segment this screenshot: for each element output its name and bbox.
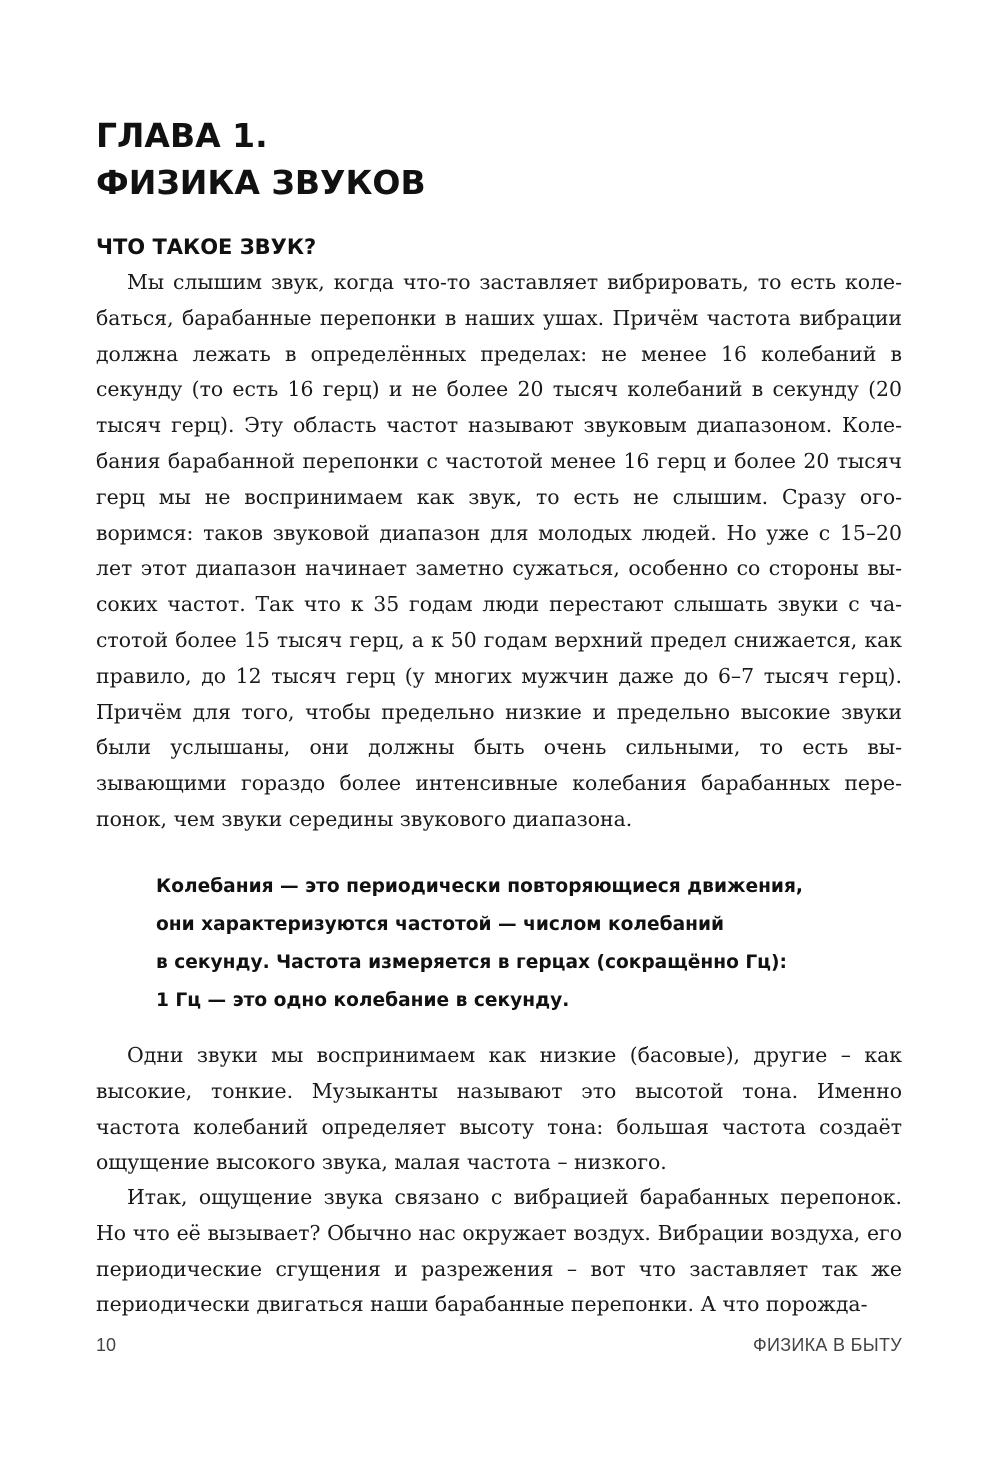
body-paragraph-3: Итак, ощущение звука связано с вибрацией барабанных перепонок. Но что её вызывает? Обычно нас окружает воздух. Вибрации воздуха, его периодические сгущения и разрежения – вот что заставляет так же периодически двигаться наши барабанные перепонки. А что порожда- — [96, 1185, 902, 1317]
chapter-title-line-1: ГЛАВА 1. — [96, 116, 268, 155]
section-title: ЧТО ТАКОЕ ЗВУК? — [96, 235, 317, 259]
running-title: ФИЗИКА В БЫТУ — [752, 1335, 902, 1355]
book-page — [96, 0, 902, 1467]
body-paragraph-2: Одни звуки мы воспринимаем как низкие (басовые), другие – как высокие, тонкие. Музыканты называют это высотой тона. Именно частота колебаний определяет высоту тона: большая частота создаёт ощущение высокого звука, малая частота – низкого. — [96, 1043, 902, 1175]
chapter-title-line-2: ФИЗИКА ЗВУКОВ — [96, 163, 426, 202]
definition-callout — [156, 868, 902, 1020]
callout-line-1: Колебания — это периодически повторяющиеся движения, — [156, 876, 803, 897]
page-number: 10 — [96, 1335, 117, 1355]
callout-line-4: 1 Гц — это одно колебание в секунду. — [156, 990, 570, 1011]
body-paragraph-1: Мы слышим звук, когда что-то заставляет вибрировать, то есть колебаться, барабанные перепонки в наших ушах. Причём частота вибрации должна лежать в определённых пределах: не менее 16 колебаний в секунду (то есть 16 герц) и не более 20 тысяч колебаний в секунду (20 тысяч герц). Эту область частот называют звуковым диапазоном. Колебания барабанной перепонки с частотой менее 16 герц и более 20 тысяч герц мы не воспринимаем как звук, то есть не слышим. Сразу оговоримся: таков звуковой диапазон для молодых людей. Но уже с 15–20 лет этот диапазон начинает заметно сужаться, особенно со стороны высоких частот. Так что к 35 годам люди перестают слышать звуки с частотой более 15 тысяч герц, а к 50 годам верхний предел снижается, как правило, до 12 тысяч герц (у многих мужчин даже до 6–7 тысяч герц). Причём для того, чтобы предельно низкие и предельно высокие звуки были услышаны, они должны быть очень сильными, то есть вызывающими гораздо более интенсивные колебания барабанных перепонок, чем звуки середины звукового диапазона. — [96, 270, 902, 831]
chapter-title — [96, 112, 426, 206]
callout-line-2: они характеризуются частотой — числом колебаний — [156, 914, 725, 935]
callout-line-3: в секунду. Частота измеряется в герцах (сокращённо Гц): — [156, 952, 787, 973]
